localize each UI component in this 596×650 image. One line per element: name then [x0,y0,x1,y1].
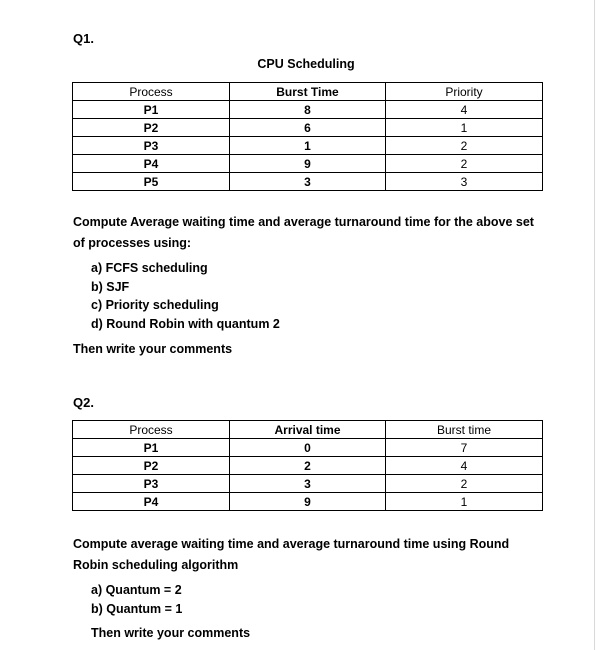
header-process: Process [73,83,230,101]
table-row [73,155,543,173]
q2-closing: Then write your comments [91,626,251,640]
list-item: b) Quantum = 1 [91,601,183,616]
cell-priority: 1 [386,119,543,137]
cell-burst-time: 6 [230,119,386,137]
list-item: c) Priority scheduling [91,298,219,312]
cell-process: P4 [73,493,230,511]
cell-burst-time: 3 [230,173,386,191]
table-row [73,439,543,457]
header-arrival-time: Arrival time [230,421,386,439]
table-row [73,119,543,137]
header-burst-time: Burst Time [230,83,386,101]
cell-burst-time: 9 [230,155,386,173]
cell-burst-time: 7 [386,439,543,457]
table-header-row [73,83,543,101]
q2-prompt: Compute average waiting time and average turnaround time using Round Robin scheduling algorithm [73,537,510,572]
table-header-row [73,421,543,439]
cell-priority: 4 [386,101,543,119]
list-item: a) FCFS scheduling [91,261,208,275]
page-edge [594,0,595,650]
cell-arrival-time: 3 [230,475,386,493]
cell-burst-time: 8 [230,101,386,119]
cell-process: P1 [73,101,230,119]
header-process: Process [73,421,230,439]
cell-burst-time: 2 [386,475,543,493]
cell-priority: 2 [386,155,543,173]
cell-burst-time: 1 [386,493,543,511]
cell-process: P2 [73,457,230,475]
table-row [73,173,543,191]
table-row [73,457,543,475]
q1-options [91,259,280,333]
header-burst-time: Burst time [386,421,543,439]
table-row [73,137,543,155]
cell-process: P3 [73,475,230,493]
cell-process: P5 [73,173,230,191]
cell-process: P4 [73,155,230,173]
q1-closing: Then write your comments [73,342,233,356]
list-item: d) Round Robin with quantum 2 [91,316,280,331]
q2-heading: Q2. [73,395,94,410]
cell-process: P2 [73,119,230,137]
q1-table-caption: CPU Scheduling [257,57,355,71]
q2-options [91,581,182,618]
cell-priority: 3 [386,173,543,191]
cell-arrival-time: 2 [230,457,386,475]
table-row [73,493,543,511]
q1-prompt: Compute Average waiting time and average turnaround time for the above set of processes using: [73,215,534,250]
list-item: b) SJF [91,279,130,294]
header-priority: Priority [386,83,543,101]
q1-heading: Q1. [73,31,94,46]
table-row [73,101,543,119]
cell-process: P1 [73,439,230,457]
table-row [73,475,543,493]
cell-process: P3 [73,137,230,155]
list-item: a) Quantum = 2 [91,583,182,597]
cell-priority: 2 [386,137,543,155]
q2-table [72,420,543,511]
cell-arrival-time: 9 [230,493,386,511]
cell-burst-time: 4 [386,457,543,475]
cell-arrival-time: 0 [230,439,386,457]
cell-burst-time: 1 [230,137,386,155]
q1-table [72,82,543,191]
